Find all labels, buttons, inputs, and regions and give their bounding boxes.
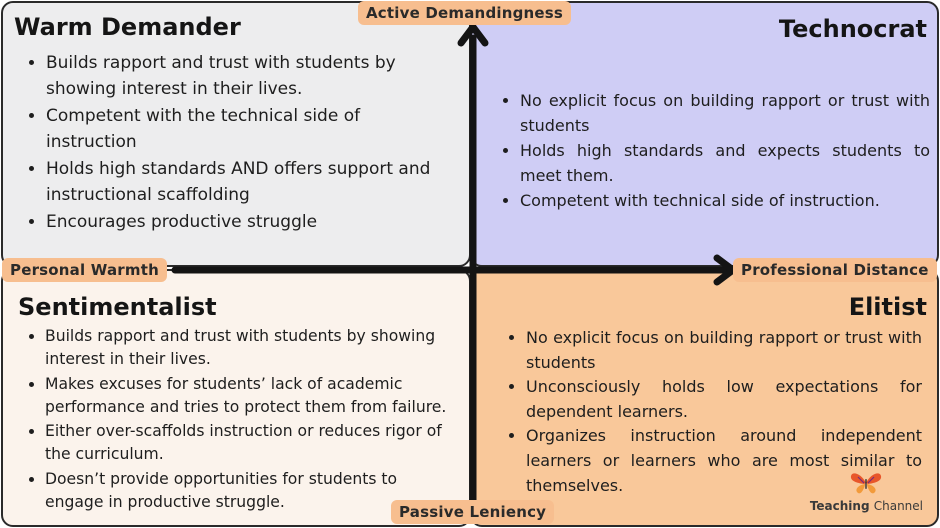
list-item: • Unconsciously holds low expectations for dependent learners.	[526, 375, 922, 424]
warm-demander-title: Warm Demander	[14, 13, 241, 41]
elitist-title: Elitist	[848, 293, 927, 321]
list-item: • No explicit focus on building rapport or trust with students	[520, 88, 930, 138]
list-item: • No explicit focus on building rapport or trust with students	[526, 326, 922, 375]
technocrat-title: Technocrat	[778, 15, 927, 43]
list-item: • Organizes instruction around independent learners or learners who are most similar to themselves.	[526, 424, 922, 498]
list-item: • Competent with the technical side of instruction	[46, 103, 436, 155]
list-item: • Doesn’t provide opportunities for students to engage in productive struggle.	[45, 468, 449, 515]
list-item: • Holds high standards and expects students to meet them.	[520, 138, 930, 188]
sentimentalist-title: Sentimentalist	[18, 293, 217, 321]
list-item: • Competent with technical side of instruction.	[520, 188, 930, 213]
axis-label-right: Professional Distance	[733, 258, 937, 282]
list-item: • Encourages productive struggle	[46, 209, 436, 235]
list-item: • Holds high standards AND offers support and instructional scaffolding	[46, 156, 436, 208]
list-item: • Builds rapport and trust with students by showing interest in their lives.	[46, 50, 436, 102]
list-item: • Makes excuses for students’ lack of academic performance and tries to protect them from failure.	[45, 373, 449, 420]
logo-text: Teaching Channel	[809, 499, 923, 513]
axis-label-left: Personal Warmth	[2, 258, 167, 282]
axis-label-top: Active Demandingness	[358, 1, 571, 25]
list-item: • Either over-scaffolds instruction or reduces rigor of the curriculum.	[45, 420, 449, 467]
axis-label-bottom: Passive Leniency	[391, 500, 554, 524]
list-item: • Builds rapport and trust with students by showing interest in their lives.	[45, 325, 449, 372]
